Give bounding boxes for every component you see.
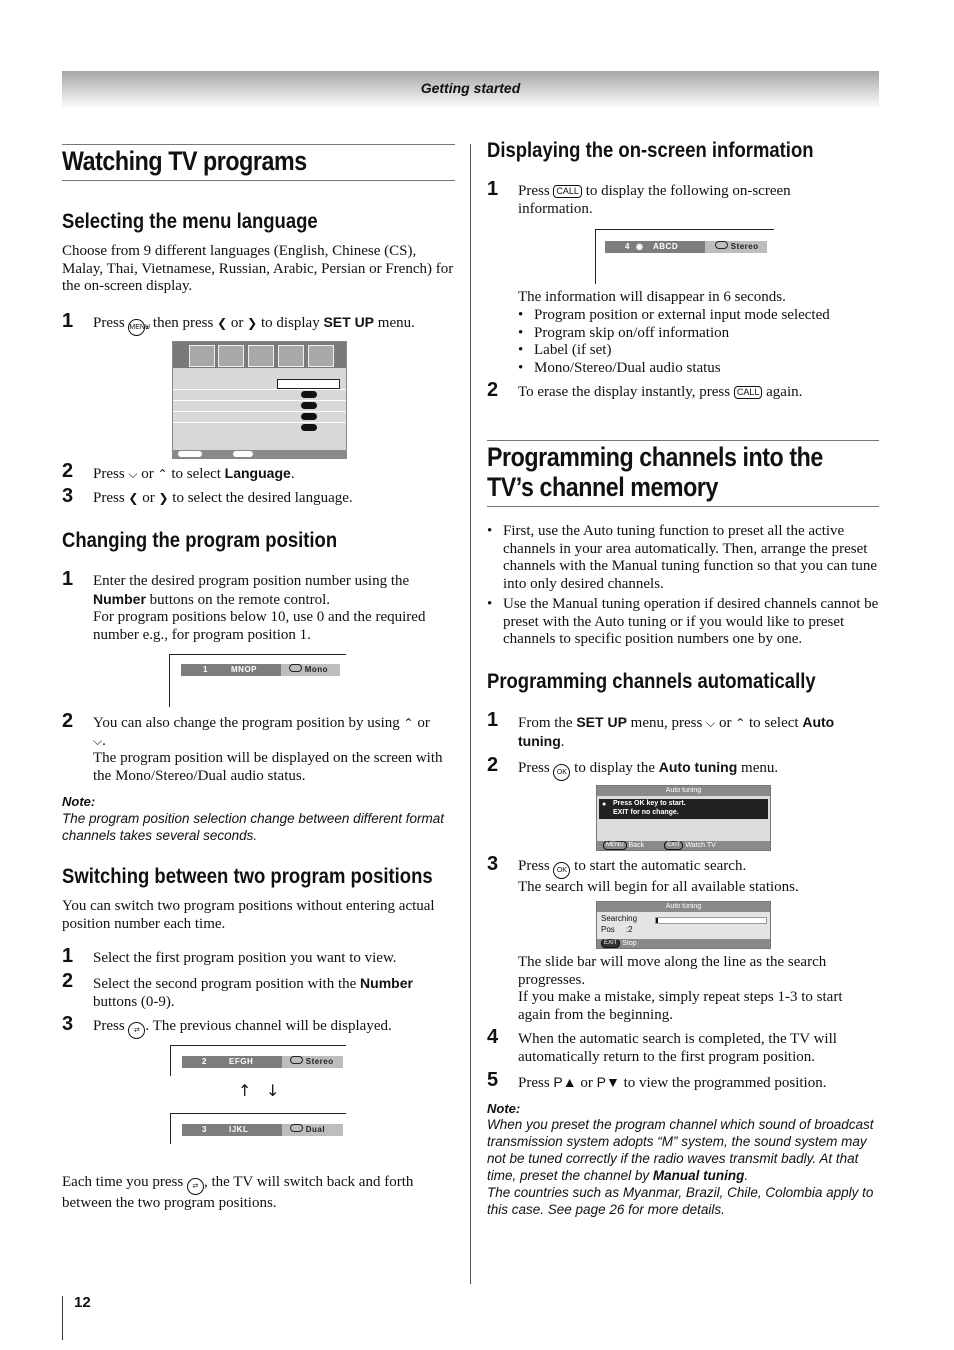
mono-icon — [289, 664, 302, 672]
title-rule-top — [487, 440, 879, 441]
section-label: Getting started — [420, 80, 521, 96]
program-position-step1: Enter the desired program position number using the Number buttons on the remote control. For program positions below 10, use 0 and the required number e.g., for program position 1. — [93, 573, 426, 643]
page-number-rule — [62, 1296, 63, 1340]
auto-slide-desc: The slide bar will move along the line as the search progresses. If you make a mistake, simply repeat steps 1-3 to start again from the beginning. — [518, 954, 843, 1023]
chevron-left-icon: ❮ — [217, 316, 228, 330]
page-title: Watching TV programs — [62, 146, 307, 176]
step-number: 1 — [62, 945, 74, 967]
chevron-up-icon: ⌃ — [735, 716, 746, 730]
title-rule-bottom — [62, 180, 455, 181]
menu-key-icon: MENU — [603, 841, 627, 850]
switching-outro: Each time you press ⇄ , the TV will switch back and forth between the two program positions. — [62, 1174, 414, 1211]
menu-language-step1: Press MENU, then press ❮ or ❯ to display SET UP menu. — [93, 314, 455, 336]
return-button-icon: ⇄ — [187, 1178, 204, 1195]
step-number: 2 — [62, 710, 74, 732]
step-number: 1 — [487, 709, 499, 731]
menu-language-intro: Choose from 9 different languages (English, Chinese (CS), Malay, Thai, Vietnamese, Russian, Arabic, Persian or French) for the on-screen display. — [62, 243, 454, 294]
chevron-down-icon: ⌵ — [128, 467, 138, 481]
note-label: Note: — [62, 794, 96, 809]
antenna-icon: ◉ — [636, 242, 644, 251]
step-number: 2 — [62, 460, 74, 482]
title-rule-top — [62, 144, 455, 145]
feature-tab-icon — [248, 345, 274, 367]
chevron-up-icon: ⌃ — [157, 467, 168, 481]
step-number: 4 — [487, 1026, 499, 1048]
chevron-right-icon: ❯ — [158, 491, 169, 505]
timer-tab-icon — [278, 345, 304, 367]
call-button-icon: CALL — [553, 185, 582, 198]
chevron-up-icon: ⌃ — [403, 716, 414, 730]
note-program-position: The program position selection change between different format channels takes several seconds. — [62, 811, 444, 843]
search-progress-bar — [655, 917, 767, 924]
stereo-icon — [715, 241, 728, 249]
programming-list — [487, 523, 879, 649]
page-number: 12 — [74, 1294, 91, 1311]
osd-bar-ijkl: 3 IJKL Dual — [182, 1124, 343, 1136]
list-item: • Label (if set) — [518, 342, 863, 360]
auto-step3: Press OK to start the automatic search. The search will begin for all available stations. — [518, 858, 799, 895]
setup-tab-icon — [308, 345, 334, 367]
onscreen-disappear: The information will disappear in 6 seconds. — [518, 289, 786, 305]
programming-title: Programming channels into the TV’s channel memory — [487, 442, 823, 502]
menu-language-step2: Press ⌵ or ⌃ to select Language. — [93, 465, 295, 482]
list-item: • Mono/Stereo/Dual audio status — [518, 360, 863, 378]
onscreen-step2: To erase the display instantly, press CALL again. — [518, 384, 803, 400]
step-number: 2 — [62, 970, 74, 992]
chevron-down-icon: ⌵ — [706, 716, 716, 730]
picture-tab-icon — [189, 345, 215, 367]
osd-bar-efgh: 2 EFGH Stereo — [182, 1056, 343, 1068]
column-divider — [470, 144, 471, 1284]
heading-menu-language: Selecting the menu language — [62, 210, 318, 233]
osd-bar-mnop: 1 MNOP Mono — [181, 664, 340, 676]
title-rule-bottom — [487, 506, 879, 507]
note-auto-tuning: When you preset the program channel which sound of broadcast transmission system adopts “M” system, the sound system may not be tuned correctly if the radio waves transmit badly. At that time, preset the channel by Manual tuning. The countries such as Myanmar, Brazil, Chile, Colombia apply to this case. See page 26 for more details. — [487, 1117, 874, 1217]
chevron-left-icon: ❮ — [128, 491, 139, 505]
dual-icon — [290, 1124, 303, 1132]
info-icon: ● — [602, 801, 607, 808]
chevron-right-icon: ❯ — [247, 316, 258, 330]
menu-button-icon: MENU — [128, 319, 145, 336]
step-number: 2 — [487, 379, 499, 401]
header-banner — [62, 71, 879, 109]
note-label: Note: — [487, 1101, 521, 1116]
sound-tab-icon — [218, 345, 244, 367]
onscreen-step1: Press CALL to display the following on-screen information. — [518, 183, 791, 217]
heading-auto-programming: Programming channels automatically — [487, 670, 816, 693]
list-item: • First, use the Auto tuning function to preset all the active channels in your area automatically. Then, arrange the preset channels with the Manual tuning function so that you can tune into only desired channels. — [487, 523, 879, 593]
auto-step2: Press OK to display the Auto tuning menu. — [518, 759, 879, 781]
program-position-step2: You can also change the program position by using ⌃ or ⌵. The program position will be displayed on the screen with the Mono/Stereo/Dual audio status. — [93, 715, 443, 784]
step-number: 3 — [62, 485, 74, 507]
switching-intro: You can switch two program positions without entering actual position number each time. — [62, 898, 435, 932]
auto-step1: From the SET UP menu, press ⌵ or ⌃ to select Auto tuning. — [518, 714, 835, 750]
arrow-up-icon: ↑ — [238, 1081, 252, 1100]
language-highlight — [277, 379, 340, 389]
osd-bar-abcd: 4 ◉ ABCD Stereo — [605, 241, 767, 253]
step-number: 5 — [487, 1069, 499, 1091]
onscreen-info-list — [518, 307, 863, 377]
switching-step2: Select the second program position with the Number buttons (0-9). — [93, 975, 413, 1010]
auto-tuning-progress-screenshot: Auto tuning Searching Pos :2 EXIT Stop — [596, 901, 771, 949]
list-item: • Use the Manual tuning operation if desired channels cannot be preset with the Auto tuning or if you would like to preset channels to specific position numbers one by one. — [487, 596, 879, 649]
switching-step1: Select the first program position you want to view. — [93, 950, 397, 966]
stereo-icon — [290, 1056, 303, 1064]
arrow-down-icon: ↓ — [266, 1081, 280, 1100]
setup-menu-screenshot — [172, 341, 347, 459]
menu-language-step3: Press ❮ or ❯ to select the desired language. — [93, 490, 353, 506]
ok-button-icon: OK — [553, 862, 570, 879]
call-button-icon: CALL — [734, 386, 763, 399]
return-button-icon: ⇄ — [128, 1022, 145, 1039]
step-number: 3 — [487, 853, 499, 875]
auto-step4: When the automatic search is completed, the TV will automatically return to the first program position. — [518, 1031, 837, 1065]
step-number: 1 — [62, 568, 74, 590]
step-number: 1 — [487, 178, 499, 200]
auto-tuning-menu-screenshot: Auto tuning ● Press OK key to start. EXIT for no change. MENU Back EXIT Watch TV — [596, 785, 771, 851]
heading-program-position: Changing the program position — [62, 529, 338, 552]
list-item: • Program position or external input mode selected — [518, 307, 863, 325]
exit-key-icon: EXIT — [664, 841, 683, 850]
step-number: 2 — [487, 754, 499, 776]
step-number: 3 — [62, 1013, 74, 1035]
list-item: • Program skip on/off information — [518, 325, 863, 343]
exit-key-icon: EXIT — [601, 939, 620, 948]
heading-onscreen-info: Displaying the on-screen information — [487, 139, 814, 162]
ok-button-icon: OK — [553, 764, 570, 781]
auto-step5: Press P▲ or P▼ to view the programmed position. — [518, 1074, 827, 1091]
switching-step3: Press ⇄ . The previous channel will be displayed. — [93, 1018, 455, 1039]
osd-abcd — [595, 229, 774, 284]
chevron-down-icon: ⌵ — [93, 733, 103, 748]
osd-mnop — [169, 654, 346, 707]
step-number: 1 — [62, 310, 74, 332]
heading-switching: Switching between two program positions — [62, 865, 433, 888]
